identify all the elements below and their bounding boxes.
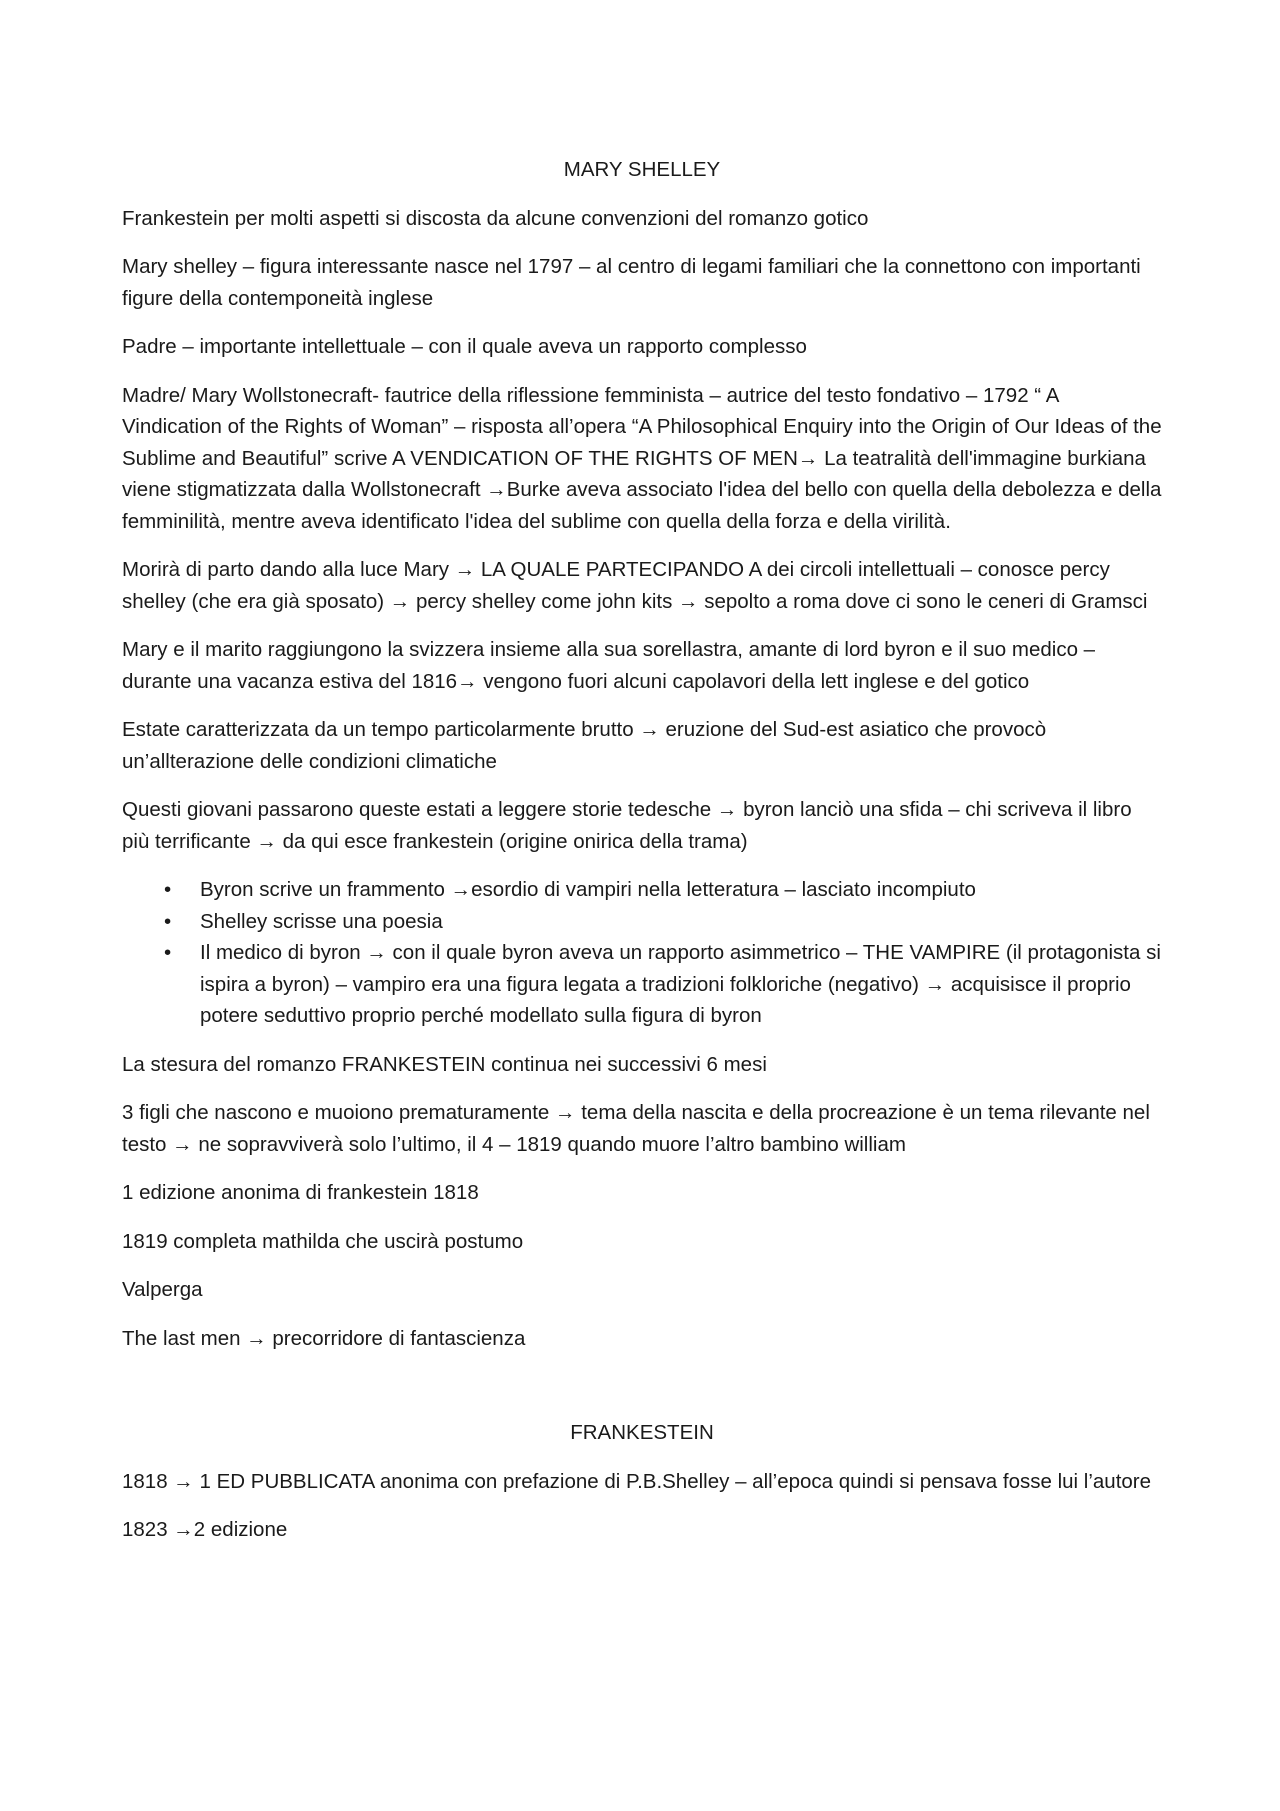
document-body (122, 154, 1162, 1563)
blank-line (122, 1371, 1162, 1417)
paragraph: Mary shelley – figura interessante nasce nel 1797 – al centro di legami familiari che la connettono con importanti figure della contemponeità inglese (122, 255, 1141, 310)
bullet-text: Shelley scrisse una poesia (200, 909, 443, 933)
paragraph: Madre/ Mary Wollstonecraft- fautrice della riflessione femminista – autrice del testo fondativo – 1792 “ A Vindication of the Rights of Woman” – risposta all’opera “A Philosophical Enquiry into the Origin of Our Ideas of the Sublime and Beautiful” scrive A VENDICATION OF THE RIGHTS OF MEN→ La teatralità dell'immagine burkiana viene stigmatizzata dalla Wollstonecraft →Burke aveva associato l'idea del bello con quella della debolezza e della femminilità, mentre aveva identificato l'idea del sublime con quella della forza e della virilità. (122, 383, 1162, 533)
paragraph: Mary e il marito raggiungono la svizzera insieme alla sua sorellastra, amante di lord byron e il suo medico – durante una vacanza estiva del 1816→ vengono fuori alcuni capolavori della lett inglese e del gotico (122, 638, 1096, 693)
paragraph: Estate caratterizzata da un tempo particolarmente brutto → eruzione del Sud-est asiatico che provocò un’allterazione delle condizioni climatiche (122, 718, 1047, 773)
paragraph: La stesura del romanzo FRANKESTEIN continua nei successivi 6 mesi (122, 1052, 767, 1076)
paragraph: 1823 →2 edizione (122, 1518, 288, 1541)
bullet-text: Byron scrive un frammento →esordio di vampiri nella letteratura – lasciato incompiuto (200, 878, 976, 901)
paragraph: Valperga (122, 1278, 203, 1301)
paragraph: 3 figli che nascono e muoiono prematuramente → tema della nascita e della procreazione è un tema rilevante nel testo → ne sopravviverà solo l’ultimo, il 4 – 1819 quando muore l’altro bambino william (122, 1101, 1150, 1156)
paragraph: 1 edizione anonima di frankestein 1818 (122, 1181, 479, 1204)
paragraph: Questi giovani passarono queste estati a leggere storie tedesche → byron lanciò una sfida – chi scriveva il libro più terrificante → da qui esce frankestein (origine onirica della trama) (122, 798, 1132, 853)
bullet-list (122, 874, 1162, 1032)
bullet-dot-icon: • (164, 941, 172, 964)
bullet-text: Il medico di byron → con il quale byron aveva un rapporto asimmetrico – THE VAMPIRE (il protagonista si ispira a byron) – vampiro era una figura legata a tradizioni folkloriche (negativo) → acquisisce il proprio potere seduttivo proprio perché modellato sulla figura di byron (200, 941, 1161, 1027)
paragraph: Morirà di parto dando alla luce Mary → LA QUALE PARTECIPANDO A dei circoli intellettuali – conosce percy shelley (che era già sposato) → percy shelley come john kits → sepolto a roma dove ci sono le ceneri di Gramsci (122, 558, 1148, 613)
bullet-item (122, 906, 1162, 938)
paragraph: 1818 → 1 ED PUBBLICATA anonima con prefazione di P.B.Shelley – all’epoca quindi si pensava fosse lui l’autore (122, 1469, 1152, 1493)
paragraph: 1819 completa mathilda che uscirà postumo (122, 1229, 524, 1253)
bullet-dot-icon: • (164, 878, 172, 901)
bullet-dot-icon: • (164, 909, 172, 933)
paragraph: The last men → precorridore di fantascienza (122, 1326, 526, 1350)
paragraph: Padre – importante intellettuale – con il quale aveva un rapporto complesso (122, 335, 807, 358)
bullet-item (122, 937, 1162, 1032)
page-title: MARY SHELLEY (563, 158, 721, 181)
paragraph: Frankestein per molti aspetti si discosta da alcune convenzioni del romanzo gotico (122, 206, 869, 230)
bullet-item (122, 874, 1162, 906)
section-title: FRANKESTEIN (570, 1421, 714, 1444)
